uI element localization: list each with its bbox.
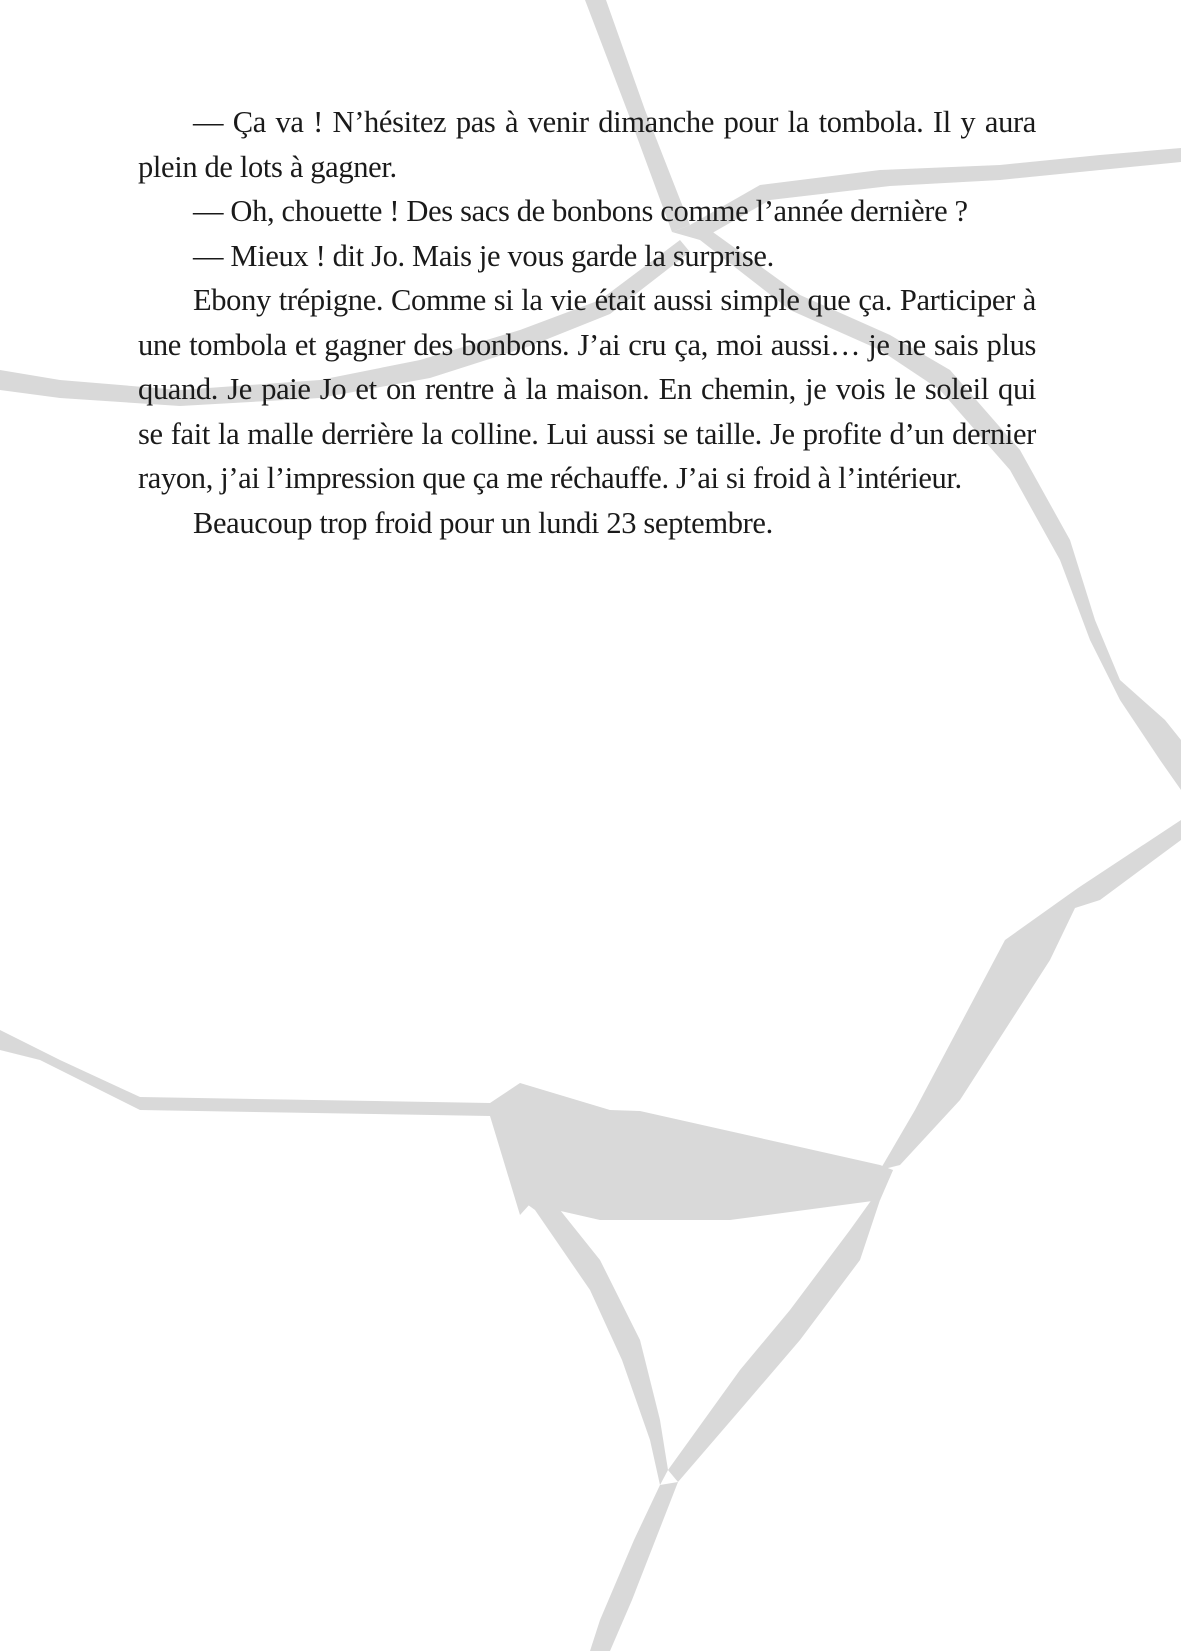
crack-right-edge <box>880 820 1181 1170</box>
paragraph-2: — Oh, chouette ! Des sacs de bonbons comme l’année dernière ? <box>193 194 968 228</box>
paragraph-1: — Ça va ! N’hésitez pas à venir dimanche pour la tombola. Il y aura plein de lots à gagner. <box>138 105 1036 184</box>
crack-bottom-down <box>590 1482 678 1651</box>
book-page-text <box>138 100 1036 545</box>
crack-bottom-horizontal <box>0 1030 893 1220</box>
paragraph-4: Ebony trépigne. Comme si la vie était aussi simple que ça. Participer à une tombola et gagner des bonbons. J’ai cru ça, moi aussi… je ne sais plus quand. Je paie Jo et on rentre à la maison. En chemin, je vois le soleil qui se fait la malle derrière la colline. Lui aussi se taille. Je profite d’un dernier rayon, j’ai l’impression que ça me réchauffe. J’ai si froid à l’intérieur. <box>138 283 1036 495</box>
paragraph-3: — Mieux ! dit Jo. Mais je vous garde la surprise. <box>193 238 774 273</box>
paragraph-5: Beaucoup trop froid pour un lundi 23 septembre. <box>193 505 773 540</box>
crack-triangle-left <box>524 1195 668 1485</box>
